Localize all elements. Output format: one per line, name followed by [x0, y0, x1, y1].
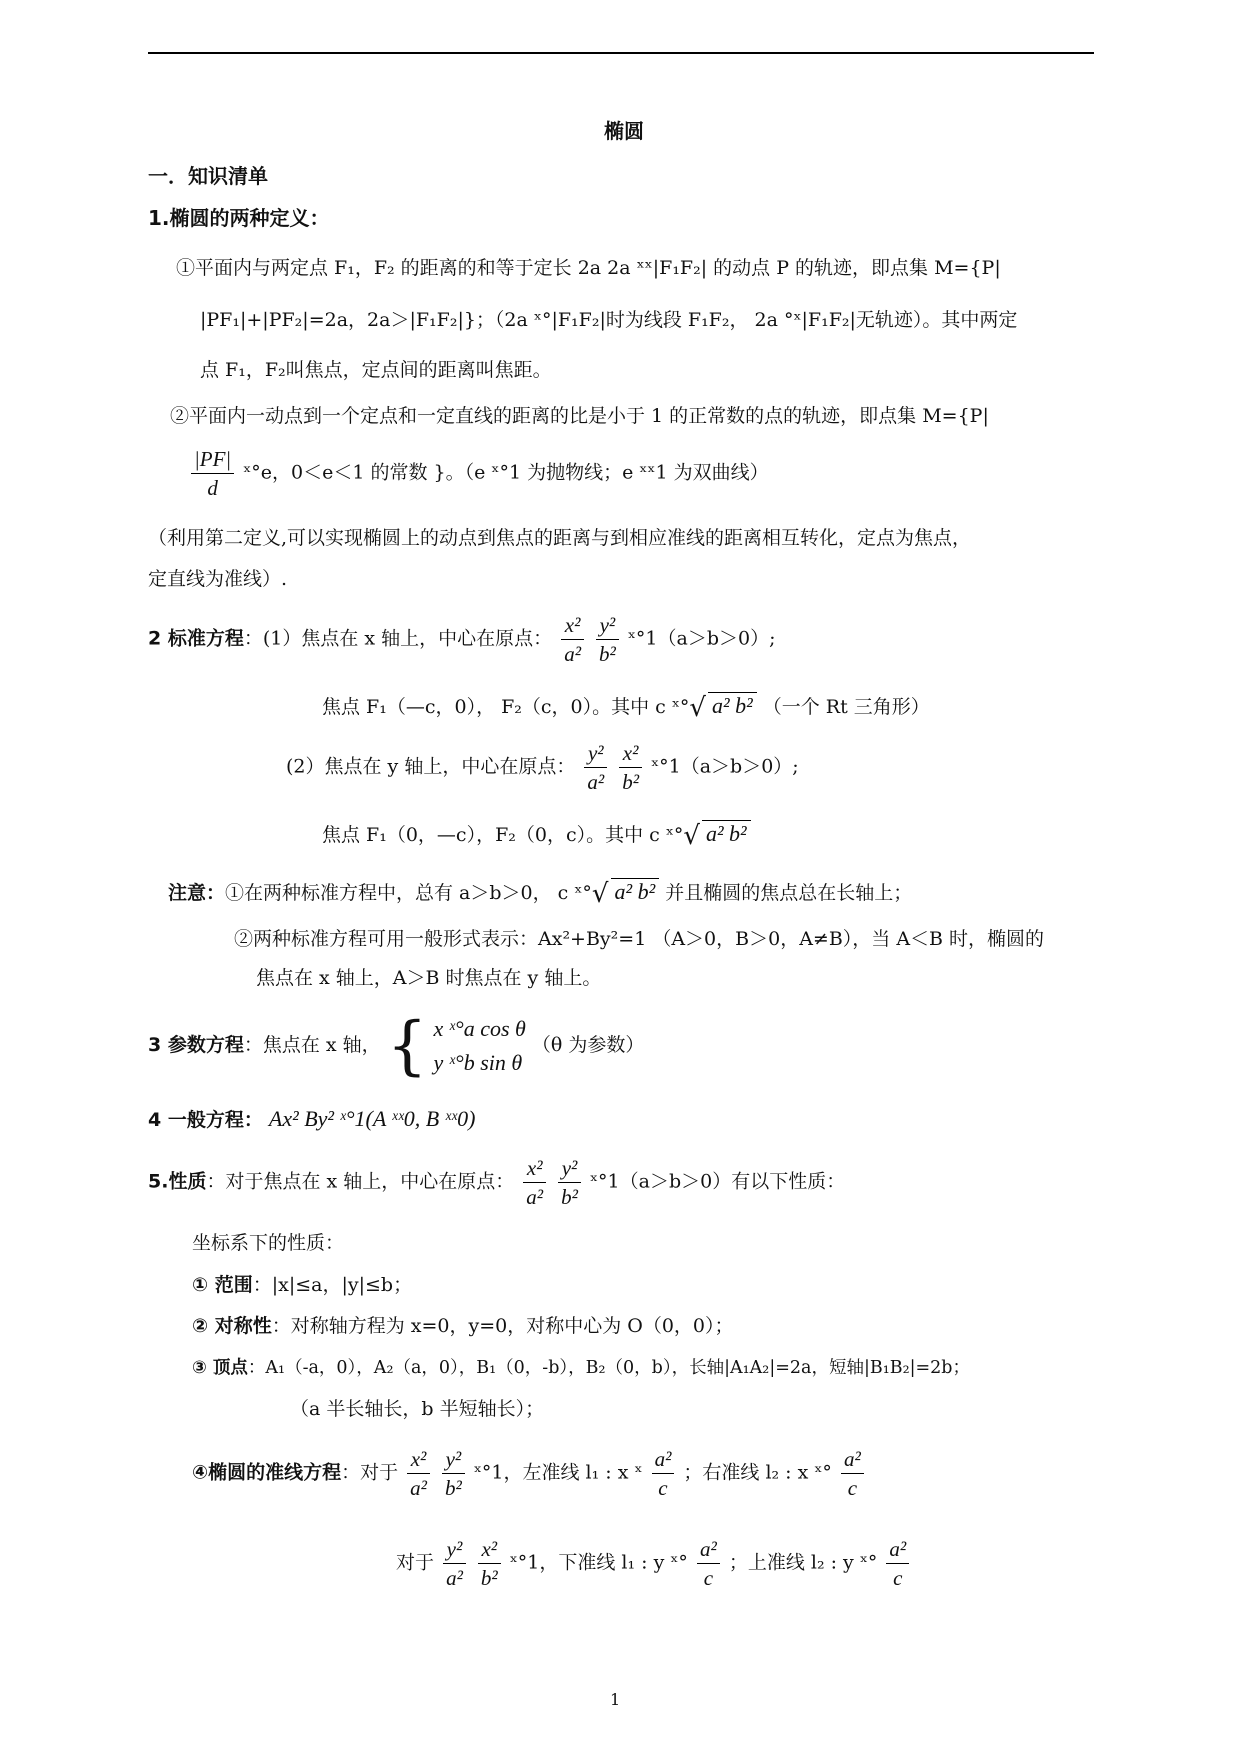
property-text: ：A₁（-a，0），A₂（a，0），B₁（0，-b），B₂（0，b），长轴|A₁A₂|=2a，短轴|B₁B₂|=2b； [247, 1358, 970, 1378]
fraction-numerator: x² [523, 1155, 546, 1183]
directrix-text: 对于 [396, 1551, 435, 1574]
notice-label: 注意： [168, 882, 226, 904]
parametric-row-x: x ˣ°a cos θ [433, 1016, 526, 1041]
parametric-text: ：焦点在 x 轴， [243, 1034, 381, 1056]
property-label: ④椭圆的准线方程 [192, 1461, 342, 1484]
sqrt-icon: √ [591, 879, 609, 909]
parametric-label: 3 参数方程 [148, 1034, 244, 1056]
sqrt-icon: √ [683, 821, 700, 851]
standard-eq-x-line [148, 612, 776, 667]
foci-x-line [322, 692, 930, 721]
fraction-denominator: b² [622, 770, 640, 794]
fraction-denominator: d [207, 476, 218, 500]
fraction-numerator: a² [886, 1536, 909, 1564]
property-symmetry [192, 1313, 734, 1339]
fraction [652, 1446, 675, 1501]
fraction-numerator: |PF| [191, 446, 234, 474]
notice-line1 [168, 878, 912, 907]
fraction-denominator: c [658, 1476, 668, 1500]
fraction-denominator: b² [480, 1566, 498, 1590]
fraction-numerator: x² [619, 740, 642, 768]
header-rule [148, 52, 1094, 54]
property-vertices [192, 1355, 970, 1381]
general-equation: Ax² By² ˣ°1(A ˣˣ0, B ˣˣ0) [268, 1106, 476, 1131]
notice-line3: 焦点在 x 轴上，A＞B 时焦点在 y 轴上。 [256, 967, 602, 989]
pf-over-d-fraction [191, 446, 234, 501]
directrix-text: ；上准线 l₂ : y ˣ° [728, 1551, 878, 1574]
def2-line1: ②平面内一动点到一个定点和一定直线的距离的比是小于 1 的正常数的点的轨迹，即点集 M={P| [170, 405, 989, 427]
fraction [478, 1536, 501, 1591]
properties-intro: 坐标系下的性质： [192, 1232, 345, 1254]
property-text: ：对于 [341, 1461, 399, 1484]
fraction-denominator: a² [587, 770, 605, 794]
def2-line2-text: ˣ°e，0＜e＜1 的常数 }。（e ˣ°1 为抛物线；e ˣˣ1 为双曲线） [243, 461, 769, 484]
foci-x-tail: （一个 Rt 三角形） [762, 696, 930, 718]
property-text: ：对称轴方程为 x=0，y=0，对称中心为 O（0，0）； [271, 1315, 734, 1337]
notice-line1-text: ①在两种标准方程中，总有 a＞b＞0， c ˣ° [225, 882, 592, 904]
properties-text: ：对于焦点在 x 轴上，中心在原点： [206, 1170, 515, 1193]
note-line2: 定直线为准线）. [148, 568, 288, 590]
equation-rhs: ˣ°1（a＞b＞0）; [627, 627, 776, 650]
properties-line [148, 1155, 845, 1210]
property-range [192, 1272, 412, 1298]
property-label: ② 对称性 [192, 1315, 272, 1337]
fraction-numerator: a² [841, 1446, 864, 1474]
page-number: 1 [610, 1690, 621, 1709]
standard-eq-x-text: ：(1）焦点在 x 轴上，中心在原点： [243, 627, 553, 650]
fraction-denominator: b² [599, 642, 616, 666]
property-directrix-x [192, 1446, 867, 1501]
fraction-numerator: x² [478, 1536, 501, 1564]
foci-y-text: 焦点 F₁（0，—c），F₂（0，c）。其中 c ˣ° [322, 824, 684, 846]
def1-line3: 点 F₁，F₂叫焦点，定点间的距离叫焦距。 [200, 359, 552, 381]
properties-label: 5.性质 [148, 1170, 207, 1193]
property-text: ：|x|≤a，|y|≤b； [252, 1274, 413, 1296]
fraction-numerator: y² [584, 740, 607, 768]
general-eq-line [148, 1106, 475, 1133]
def1-line2: |PF₁|+|PF₂|=2a，2a＞|F₁F₂|}；（2a ˣ°|F₁F₂|时为线段 F₁F₂， 2a °ˣ|F₁F₂|无轨迹）。其中两定 [200, 309, 1018, 331]
standard-eq-label: 2 标准方程 [148, 627, 244, 650]
property-directrix-y [396, 1536, 912, 1591]
sqrt-icon: √ [689, 693, 706, 723]
standard-eq-y-text: (2）焦点在 y 轴上，中心在原点： [286, 755, 576, 778]
equation-rhs: ˣ°1（a＞b＞0）有以下性质： [589, 1170, 846, 1193]
fraction [443, 1536, 466, 1591]
fraction-numerator: x² [561, 612, 584, 640]
fraction-numerator: y² [558, 1155, 581, 1183]
fraction [886, 1536, 909, 1591]
directrix-text: ˣ°1，左准线 l₁ : x ˣ [473, 1461, 643, 1484]
sqrt-content: a² b² [708, 692, 757, 719]
fraction-denominator: c [893, 1566, 903, 1590]
parametric-system [433, 1012, 525, 1080]
directrix-text: ；右准线 l₂ : x ˣ° [683, 1461, 832, 1484]
property-vertices-line2: （a 半长轴长，b 半短轴长）； [290, 1398, 545, 1420]
fraction-denominator: a² [564, 642, 581, 666]
fraction-denominator: a² [446, 1566, 463, 1590]
fraction-denominator: c [703, 1566, 714, 1590]
fraction-denominator: a² [410, 1476, 427, 1500]
sqrt-content: a² b² [702, 820, 751, 847]
fraction [697, 1536, 720, 1591]
standard-eq-y-line [286, 740, 799, 795]
fraction-numerator: x² [407, 1446, 430, 1474]
notice-line2: ②两种标准方程可用一般形式表示：Ax²+By²=1 （A＞0，B＞0，A≠B），当 A＜B 时，椭圆的 [234, 928, 1045, 950]
fraction-numerator: a² [697, 1536, 720, 1564]
fraction [442, 1446, 465, 1501]
sqrt-content: a² b² [611, 878, 660, 905]
parametric-eq-line [148, 1009, 645, 1083]
left-brace-icon: { [386, 1009, 428, 1083]
fraction-denominator: a² [526, 1185, 544, 1209]
foci-x-text: 焦点 F₁（—c，0）， F₂（c，0）。其中 c ˣ° [322, 696, 690, 718]
notice-line1-tail: 并且椭圆的焦点总在长轴上； [665, 882, 913, 904]
parametric-tail: （θ 为参数） [531, 1034, 645, 1056]
def2-line2 [188, 446, 769, 501]
fraction [619, 740, 642, 795]
general-label: 4 一般方程： [148, 1109, 263, 1131]
fraction-numerator: y² [443, 1536, 466, 1564]
equation-rhs: ˣ°1（a＞b＞0）; [651, 755, 799, 778]
fraction-denominator: b² [561, 1185, 578, 1209]
fraction-numerator: y² [596, 612, 619, 640]
fraction [584, 740, 607, 795]
property-label: ③ 顶点 [192, 1358, 248, 1378]
fraction-numerator: a² [652, 1446, 675, 1474]
fraction [561, 612, 584, 667]
page-title: 椭圆 [604, 119, 644, 143]
fraction-denominator: b² [445, 1476, 462, 1500]
section-heading: 一．知识清单 [148, 164, 268, 188]
fraction-denominator: c [847, 1476, 858, 1500]
fraction [596, 612, 619, 667]
def1-line1: ①平面内与两定点 F₁，F₂ 的距离的和等于定长 2a 2a ˣˣ|F₁F₂| 的动点 P 的轨迹，即点集 M={P| [176, 257, 1001, 279]
property-label: ① 范围 [192, 1274, 253, 1296]
parametric-row-y: y ˣ°b sin θ [433, 1050, 523, 1075]
fraction [558, 1155, 581, 1210]
fraction [523, 1155, 546, 1210]
fraction [841, 1446, 864, 1501]
directrix-text: ˣ°1，下准线 l₁ : y ˣ° [509, 1551, 688, 1574]
definitions-heading: 1.椭圆的两种定义： [148, 206, 330, 230]
foci-y-line [322, 820, 751, 849]
fraction [407, 1446, 430, 1501]
fraction-numerator: y² [442, 1446, 465, 1474]
note-line1: （利用第二定义,可以实现椭圆上的动点到焦点的距离与到相应准线的距离相互转化，定点为焦点， [148, 527, 972, 549]
